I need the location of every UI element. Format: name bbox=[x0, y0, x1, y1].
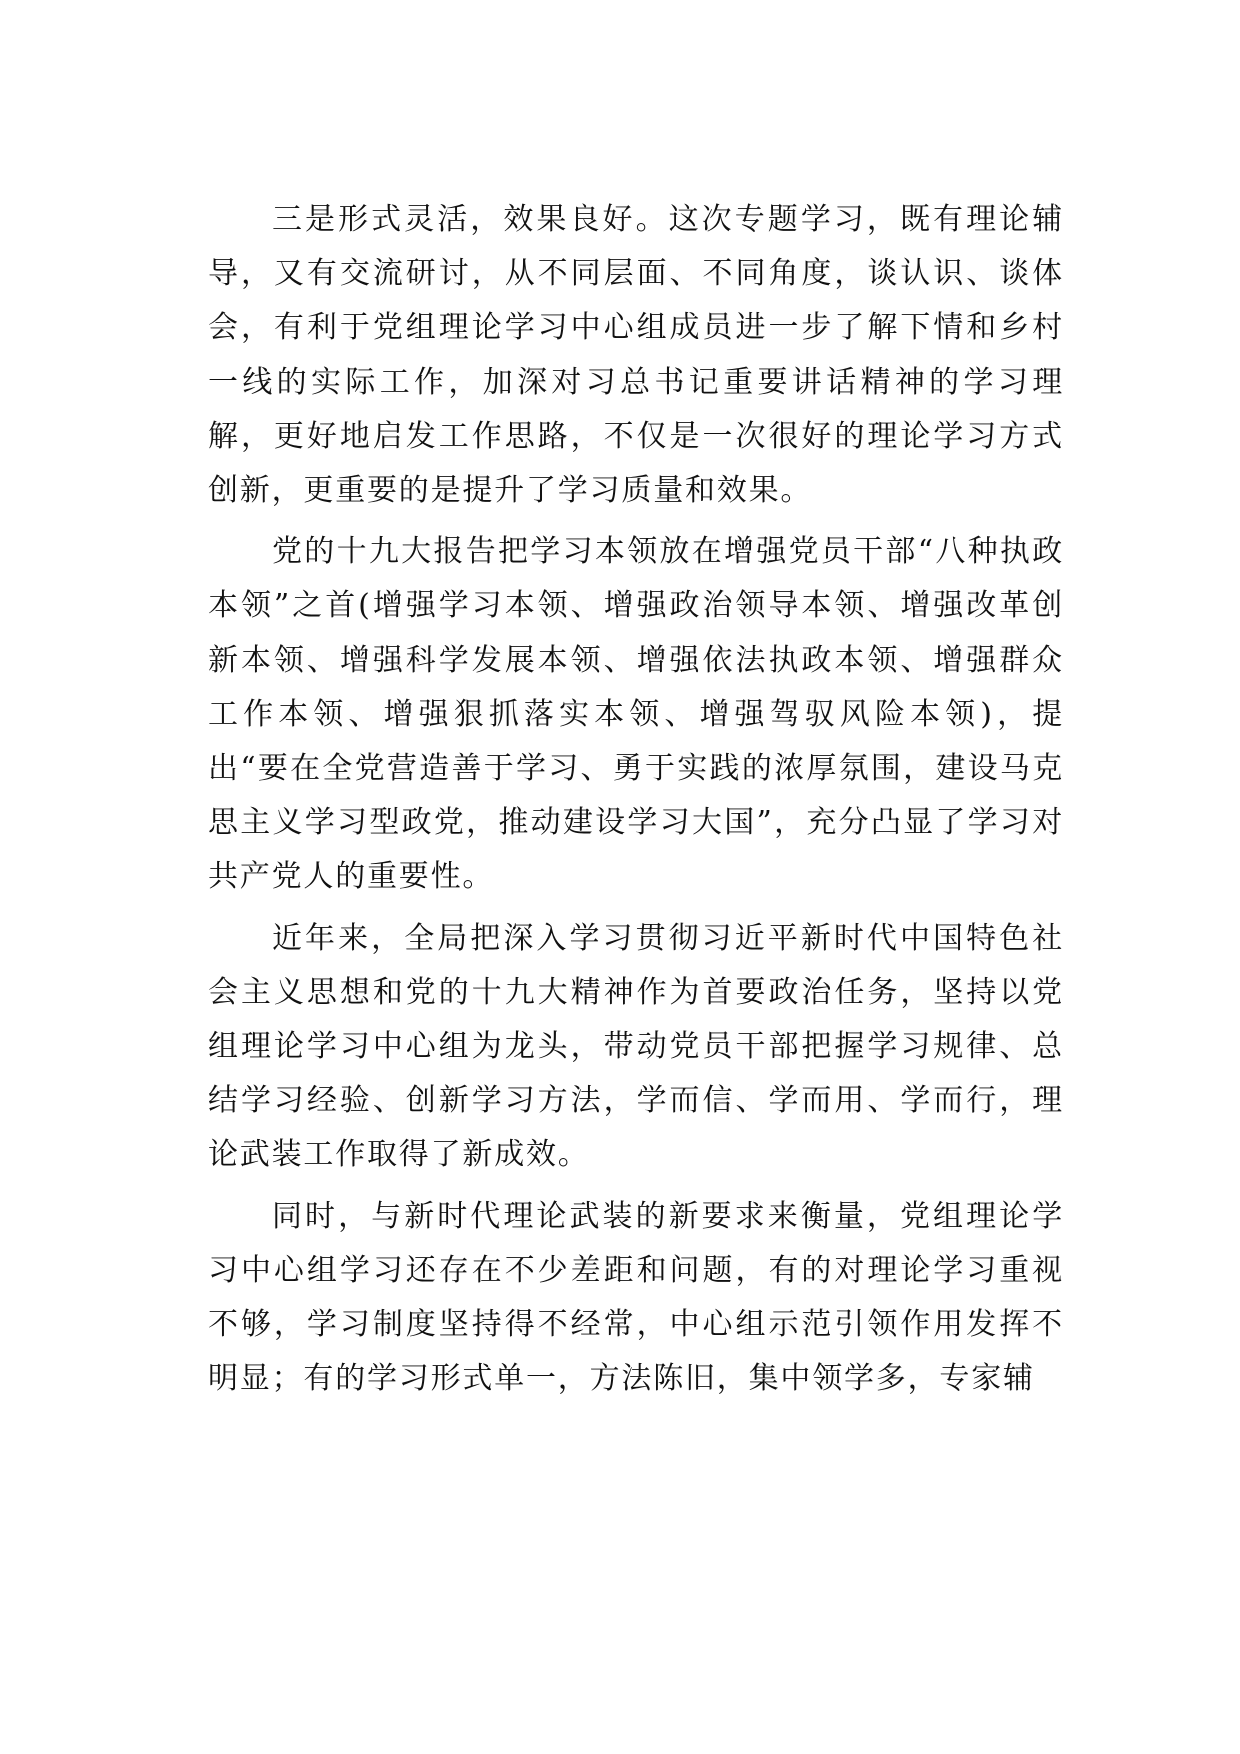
paragraph-recent-years: 近年来，全局把深入学习贯彻习近平新时代中国特色社会主义思想和党的十九大精神作为首要政治任务，坚持以党组理论学习中心组为龙头，带动党员干部把握学习规律、总结学习经验、创新学习方法，学而信、学而用、学而行，理论武装工作取得了新成效。 bbox=[208, 920, 1064, 1173]
paragraph-form-and-effect: 三是形式灵活，效果良好。这次专题学习，既有理论辅导，又有交流研讨，从不同层面、不同角度，谈认识、谈体会，有利于党组理论学习中心组成员进一步了解下情和乡村一线的实际工作，加深对习总书记重要讲话精神的学习理解，更好地启发工作思路，不仅是一次很好的理论学习方式创新，更重要的是提升了学习质量和效果。 bbox=[208, 202, 1064, 509]
paragraph-study-ability: 党的十九大报告把学习本领放在增强党员干部“八种执政本领”之首(增强学习本领、增强政治领导本领、增强改革创新本领、增强科学发展本领、增强依法执政本领、增强群众工作本领、增强狠抓落实本领、增强驾驭风险本领)，提出“要在全党营造善于学习、勇于实践的浓厚氛围，建设马克思主义学习型政党，推动建设学习大国”，充分凸显了学习对共产党人的重要性。 bbox=[208, 534, 1064, 895]
paragraph-gaps-and-problems: 同时，与新时代理论武装的新要求来衡量，党组理论学习中心组学习还存在不少差距和问题，有的对理论学习重视不够，学习制度坚持得不经常，中心组示范引领作用发挥不明显；有的学习形式单一，方法陈旧，集中领学多，专家辅 bbox=[208, 1198, 1064, 1397]
document-body bbox=[208, 193, 1064, 1413]
